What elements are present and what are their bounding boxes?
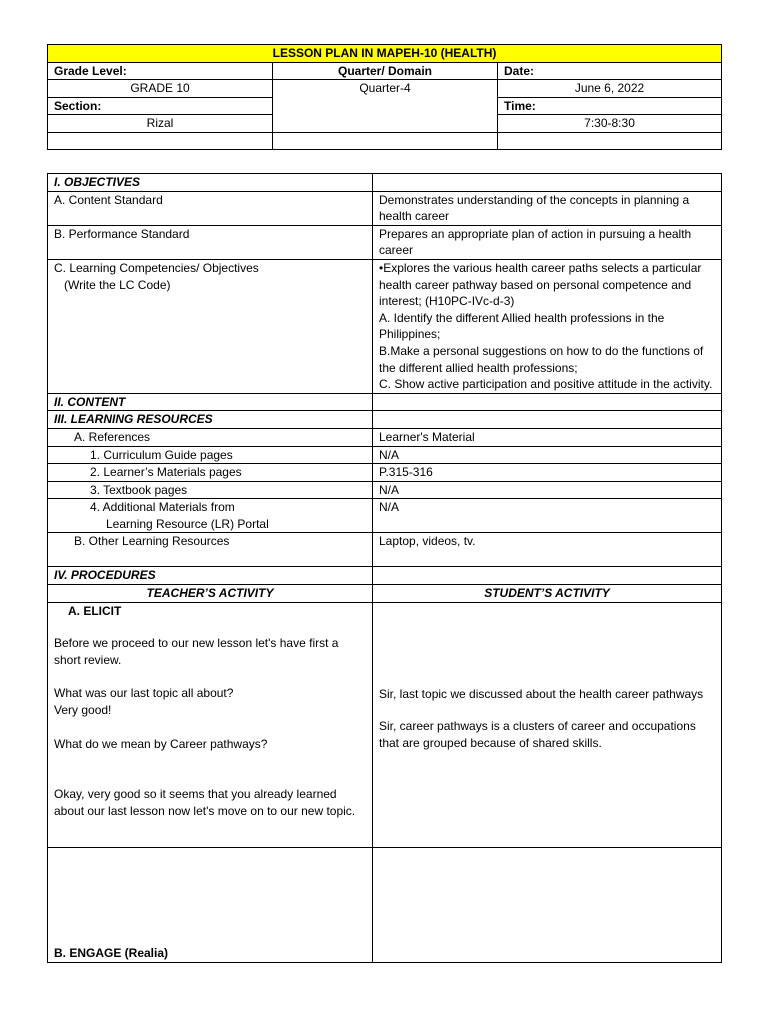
content-heading: II. CONTENT bbox=[48, 393, 373, 411]
resource-item-value: N/A bbox=[373, 446, 722, 464]
objectives-heading: I. OBJECTIVES bbox=[48, 174, 373, 192]
references-label: A. References bbox=[48, 428, 373, 446]
additional-materials-sublabel: Learning Resource (LR) Portal bbox=[106, 516, 269, 531]
empty-cell bbox=[373, 174, 722, 192]
grade-level-label: Grade Level: bbox=[48, 62, 273, 80]
references-value: Learner's Material bbox=[373, 428, 722, 446]
empty-cell bbox=[373, 393, 722, 411]
empty-cell bbox=[373, 847, 722, 962]
content-standard-value: Demonstrates understanding of the concepts in planning a health career bbox=[373, 191, 722, 225]
resource-item-label: 2. Learner’s Materials pages bbox=[48, 464, 373, 482]
performance-standard-value: Prepares an appropriate plan of action in pursuing a health career bbox=[373, 225, 722, 259]
empty-cell bbox=[48, 132, 273, 149]
empty-cell bbox=[273, 132, 498, 149]
empty-cell bbox=[498, 132, 722, 149]
teacher-activity-heading: TEACHER’S ACTIVITY bbox=[48, 585, 373, 603]
engage-cell bbox=[48, 847, 373, 962]
teacher-activity-cell bbox=[48, 602, 373, 847]
date-value: June 6, 2022 bbox=[498, 80, 722, 98]
student-answer-1: Sir, last topic we discussed about the health career pathways bbox=[379, 686, 704, 701]
other-resources-value: Laptop, videos, tv. bbox=[373, 533, 722, 567]
additional-materials-cell bbox=[48, 499, 373, 533]
lesson-plan-title: LESSON PLAN IN MAPEH-10 (HEALTH) bbox=[48, 45, 722, 63]
lesson-plan-table bbox=[47, 173, 722, 963]
additional-materials-value: N/A bbox=[373, 499, 722, 533]
additional-materials-label: 4. Additional Materials from bbox=[90, 500, 235, 515]
teacher-conclusion-text: Okay, very good so it seems that you already learned about our last lesson now let's move on to our new topic. bbox=[54, 787, 356, 818]
engage-label: B. ENGAGE (Realia) bbox=[54, 946, 169, 961]
teacher-career-pathways-text: What do we mean by Career pathways? bbox=[54, 736, 268, 751]
learning-resources-heading: III. LEARNING RESOURCES bbox=[48, 411, 373, 429]
section-value: Rizal bbox=[48, 115, 273, 133]
time-value: 7:30-8:30 bbox=[498, 115, 722, 133]
quarter-domain-value: Quarter-4 bbox=[273, 80, 498, 133]
quarter-domain-label: Quarter/ Domain bbox=[273, 62, 498, 80]
performance-standard-label: B. Performance Standard bbox=[48, 225, 373, 259]
empty-cell bbox=[373, 411, 722, 429]
lesson-header-table bbox=[47, 44, 722, 150]
elicit-label: A. ELICIT bbox=[68, 603, 122, 618]
procedures-heading: IV. PROCEDURES bbox=[48, 567, 373, 585]
student-activity-heading: STUDENT’S ACTIVITY bbox=[373, 585, 722, 603]
resource-item-value: N/A bbox=[373, 481, 722, 499]
teacher-last-topic-text: What was our last topic all about? Very good! bbox=[54, 686, 234, 718]
date-label: Date: bbox=[498, 62, 722, 80]
other-resources-label: B. Other Learning Resources bbox=[48, 533, 373, 567]
competencies-sublabel: (Write the LC Code) bbox=[64, 277, 171, 292]
competencies-label-cell bbox=[48, 259, 373, 393]
resource-item-value: P.315-316 bbox=[373, 464, 722, 482]
competencies-value: •Explores the various health career paths selects a particular health career pathway based on personal competence and interest; (H10PC-IVc-d-3) A. Identify the different Allied health professions in the Philippines; B.Make a personal suggestions on how to do the functions of the different allied health professions; C. Show active participation and positive attitude in the activity. bbox=[373, 259, 722, 393]
teacher-review-text: Before we proceed to our new lesson let's have first a short review. bbox=[54, 636, 339, 667]
time-label: Time: bbox=[498, 97, 722, 115]
competencies-label: C. Learning Competencies/ Objectives bbox=[54, 260, 259, 275]
grade-level-value: GRADE 10 bbox=[48, 80, 273, 98]
content-standard-label: A. Content Standard bbox=[48, 191, 373, 225]
student-answer-2: Sir, career pathways is a clusters of career and occupations that are grouped because of shared skills. bbox=[379, 719, 696, 750]
resource-item-label: 3. Textbook pages bbox=[48, 481, 373, 499]
section-label: Section: bbox=[48, 97, 273, 115]
resource-item-label: 1. Curriculum Guide pages bbox=[48, 446, 373, 464]
student-activity-cell bbox=[373, 602, 722, 847]
empty-cell bbox=[373, 567, 722, 585]
